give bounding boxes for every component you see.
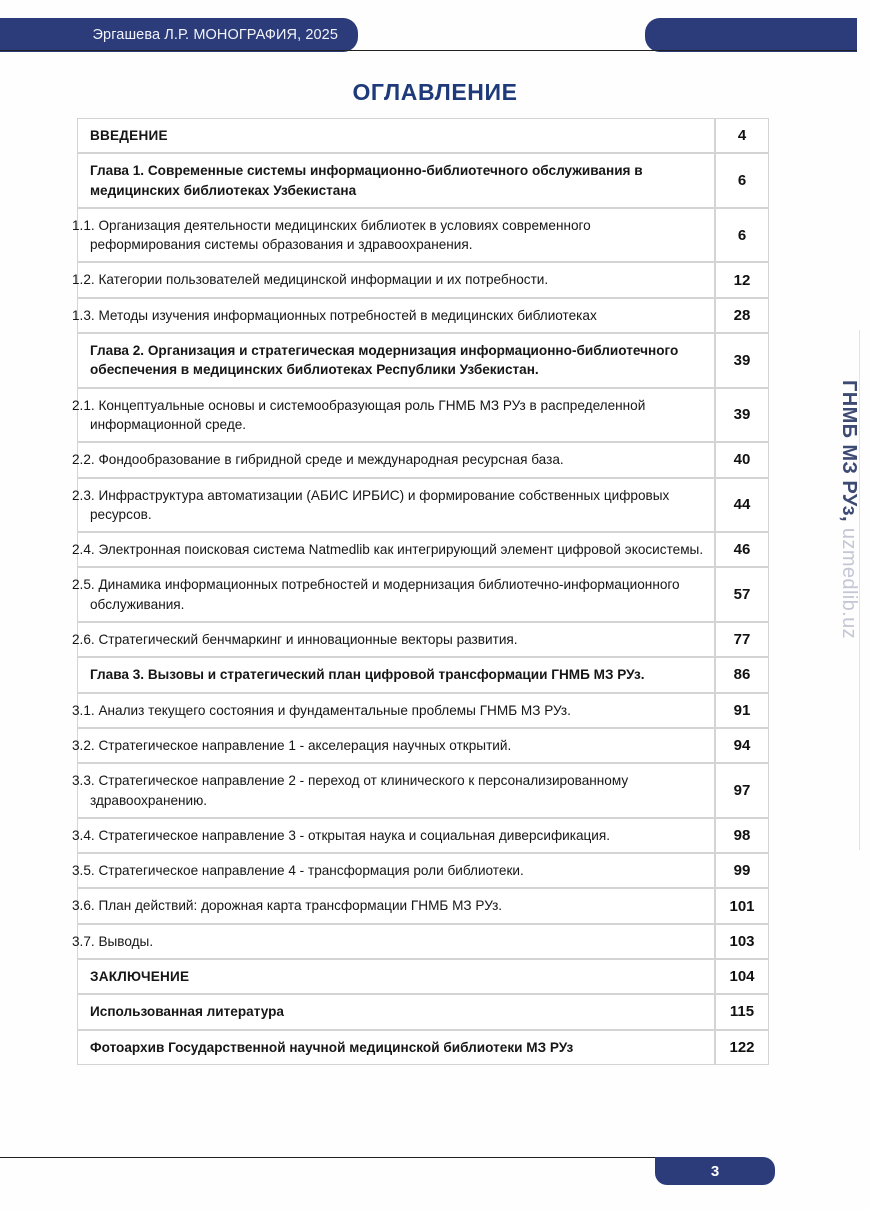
toc-entry-page[interactable]: 103: [715, 924, 769, 959]
toc-entry-title[interactable]: 1.2. Категории пользователей медицинской информации и их потребности.: [77, 262, 715, 297]
side-watermark-strong: ГНМБ МЗ РУз,: [838, 380, 860, 522]
toc-row[interactable]: [77, 728, 769, 763]
toc-entry-title[interactable]: 3.7. Выводы.: [77, 924, 715, 959]
toc-entry-page[interactable]: 122: [715, 1030, 769, 1065]
toc-entry-title[interactable]: ЗАКЛЮЧЕНИЕ: [77, 959, 715, 994]
toc-entry-page[interactable]: 104: [715, 959, 769, 994]
page-number-badge: [655, 1157, 775, 1185]
toc-entry-page[interactable]: 44: [715, 478, 769, 533]
running-head-text: Эргашева Л.Р. МОНОГРАФИЯ, 2025: [92, 27, 338, 43]
toc-row[interactable]: [77, 959, 769, 994]
toc-entry-title[interactable]: 3.4. Стратегическое направление 3 - открытая наука и социальная диверсификация.: [77, 818, 715, 853]
toc-entry-title[interactable]: 3.3. Стратегическое направление 2 - переход от клинического к персонализированному здравоохранению.: [77, 763, 715, 818]
toc-entry-page[interactable]: 77: [715, 622, 769, 657]
toc-entry-page[interactable]: 115: [715, 994, 769, 1029]
toc-entry-title[interactable]: 2.4. Электронная поисковая система Natmedlib как интегрирующий элемент цифровой экосистемы.: [77, 532, 715, 567]
toc-row[interactable]: [77, 888, 769, 923]
page-number-text: 3: [710, 1162, 720, 1180]
side-watermark: [832, 380, 866, 760]
toc-entry-page[interactable]: 39: [715, 333, 769, 388]
toc-entry-title[interactable]: Глава 3. Вызовы и стратегический план цифровой трансформации ГНМБ МЗ РУз.: [77, 657, 715, 692]
toc-entry-page[interactable]: 46: [715, 532, 769, 567]
toc-row[interactable]: [77, 763, 769, 818]
toc-entry-title[interactable]: 2.6. Стратегический бенчмаркинг и инновационные векторы развития.: [77, 622, 715, 657]
toc-row[interactable]: [77, 1030, 769, 1065]
toc-row[interactable]: [77, 388, 769, 443]
toc-body: [72, 118, 769, 1065]
toc-entry-title[interactable]: 3.2. Стратегическое направление 1 - акселерация научных открытий.: [77, 728, 715, 763]
toc-entry-title[interactable]: 3.5. Стратегическое направление 4 - трансформация роли библиотеки.: [77, 853, 715, 888]
toc-row[interactable]: [77, 818, 769, 853]
toc-entry-page[interactable]: 6: [715, 153, 769, 208]
table-of-contents: [72, 118, 769, 1065]
toc-entry-title[interactable]: 1.3. Методы изучения информационных потребностей в медицинских библиотеках: [77, 298, 715, 333]
toc-entry-page[interactable]: 6: [715, 208, 769, 263]
toc-entry-title[interactable]: Глава 2. Организация и стратегическая модернизация информационно-библиотечного обеспечения в медицинских библиотеках Республики Узбекистан.: [77, 333, 715, 388]
toc-row[interactable]: [77, 567, 769, 622]
toc-row[interactable]: [77, 442, 769, 477]
toc-entry-page[interactable]: 98: [715, 818, 769, 853]
toc-row[interactable]: [77, 153, 769, 208]
side-watermark-soft: uzmedlib.uz: [838, 521, 860, 640]
toc-entry-page[interactable]: 39: [715, 388, 769, 443]
toc-entry-title[interactable]: Использованная литература: [77, 994, 715, 1029]
toc-entry-page[interactable]: 99: [715, 853, 769, 888]
toc-row[interactable]: [77, 118, 769, 153]
toc-row[interactable]: [77, 622, 769, 657]
toc-entry-title[interactable]: 3.6. План действий: дорожная карта трансформации ГНМБ МЗ РУз.: [77, 888, 715, 923]
toc-entry-title[interactable]: 2.5. Динамика информационных потребностей и модернизация библиотечно-информационного обслуживания.: [77, 567, 715, 622]
toc-entry-title[interactable]: 3.1. Анализ текущего состояния и фундаментальные проблемы ГНМБ МЗ РУз.: [77, 693, 715, 728]
toc-row[interactable]: [77, 333, 769, 388]
toc-entry-page[interactable]: 86: [715, 657, 769, 692]
toc-entry-page[interactable]: 4: [715, 118, 769, 153]
header-accent-band: [645, 18, 857, 52]
toc-entry-page[interactable]: 97: [715, 763, 769, 818]
toc-entry-page[interactable]: 94: [715, 728, 769, 763]
toc-entry-title[interactable]: 2.3. Инфраструктура автоматизации (АБИС ИРБИС) и формирование собственных цифровых ресурсов.: [77, 478, 715, 533]
toc-entry-page[interactable]: 12: [715, 262, 769, 297]
toc-row[interactable]: [77, 657, 769, 692]
toc-row[interactable]: [77, 208, 769, 263]
toc-entry-page[interactable]: 101: [715, 888, 769, 923]
toc-entry-title[interactable]: Фотоархив Государственной научной медицинской библиотеки МЗ РУз: [77, 1030, 715, 1065]
toc-entry-title[interactable]: 1.1. Организация деятельности медицинских библиотек в условиях современного реформирования системы образования и здравоохранения.: [77, 208, 715, 263]
footer-divider-rule: [0, 1157, 658, 1158]
toc-entry-title[interactable]: 2.2. Фондообразование в гибридной среде и международная ресурсная база.: [77, 442, 715, 477]
toc-row[interactable]: [77, 478, 769, 533]
running-head-band: [0, 18, 358, 52]
header-divider-rule: [0, 50, 857, 51]
toc-row[interactable]: [77, 262, 769, 297]
toc-entry-page[interactable]: 40: [715, 442, 769, 477]
toc-entry-title[interactable]: Глава 1. Современные системы информационно-библиотечного обслуживания в медицинских библиотеках Узбекистана: [77, 153, 715, 208]
toc-entry-page[interactable]: 57: [715, 567, 769, 622]
toc-entry-page[interactable]: 28: [715, 298, 769, 333]
toc-entry-title[interactable]: ВВЕДЕНИЕ: [77, 118, 715, 153]
toc-row[interactable]: [77, 693, 769, 728]
toc-row[interactable]: [77, 298, 769, 333]
toc-row[interactable]: [77, 924, 769, 959]
page-title: ОГЛАВЛЕНИЕ: [352, 79, 518, 105]
toc-entry-title[interactable]: 2.1. Концептуальные основы и системообразующая роль ГНМБ МЗ РУз в распределенной информационной среде.: [77, 388, 715, 443]
toc-row[interactable]: [77, 532, 769, 567]
toc-row[interactable]: [77, 994, 769, 1029]
toc-row[interactable]: [77, 853, 769, 888]
toc-entry-page[interactable]: 91: [715, 693, 769, 728]
